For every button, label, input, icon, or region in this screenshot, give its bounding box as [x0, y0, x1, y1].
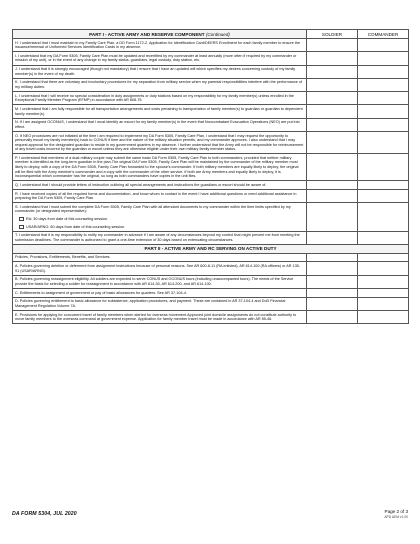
form-item-c [13, 289, 409, 298]
soldier-initials-cell[interactable] [307, 311, 358, 324]
commander-initials-cell[interactable] [358, 154, 409, 181]
form-item-d [13, 297, 409, 310]
item-text-cell [13, 275, 307, 288]
item-text-cell [13, 181, 307, 190]
commander-initials-cell[interactable] [358, 262, 409, 275]
checkbox-label: USAR/ARNG: 60 days from date of this counseling session. [26, 224, 126, 229]
item-text: O. If NEO procedures are not initiated at the time I am required to implement my DA Form 5305, Family Care Plan, I understand that I may request the opportunity to personally escort my family member(s) back to CONUS if time and the nature of the military situation permits, and my commander approves. I also understand that I may request approval for the designated guardian to reside in my government quarters in my absence. I further understand that the Army will not be responsible for reimbursement of any travel costs incurred by the guardian or escort unless they are otherwise eligible under their own military family member status. [15, 133, 304, 152]
soldier-initials-cell[interactable] [307, 262, 358, 275]
item-text: A. Policies governing deletion or deferment from assignment instructions because of personal reasons. See AR 600-8-11 (RA enlisted), AR 614-100 (RA officers) or AR 135-91 (USAR/ARNG). [15, 264, 301, 273]
soldier-initials-cell[interactable] [307, 52, 358, 65]
checkbox-ra[interactable] [19, 217, 24, 222]
item-text-cell [13, 253, 307, 262]
soldier-initials-cell[interactable] [307, 92, 358, 105]
soldier-initials-cell[interactable] [307, 181, 358, 190]
form-item-b [13, 275, 409, 288]
soldier-initials-cell[interactable] [307, 78, 358, 91]
form-item-e [13, 311, 409, 324]
item-text: R. I have received copies of all the required forms and documentation, and know whom to contact in the event I have additional questions or need additional assistance in preparing the DA Form 5305, Family Care Plan. [15, 191, 297, 201]
commander-initials-cell[interactable] [358, 78, 409, 91]
soldier-initials-cell[interactable] [307, 131, 358, 153]
item-text: N. If I am assigned OCONUS, I understand that I must identify an escort for my family member(s) in the event that Noncombatant Evacuation Operations (NEO) are put into effect. [15, 120, 300, 129]
form-item-j [13, 65, 409, 78]
soldier-initials-cell[interactable] [307, 203, 358, 231]
item-text-cell [13, 311, 307, 324]
soldier-initials-cell[interactable] [307, 39, 358, 52]
commander-initials-cell[interactable] [358, 231, 409, 244]
soldier-initials-cell[interactable] [307, 154, 358, 181]
form-item-k [13, 78, 409, 91]
soldier-initials-cell[interactable] [307, 275, 358, 288]
form-item-a [13, 262, 409, 275]
item-text: C. Entitlements to assignment of government or pay of basic allowances for quarters. See AR 37-104-4. [15, 290, 187, 295]
soldier-initials-cell[interactable] [307, 297, 358, 310]
commander-initials-cell[interactable] [358, 311, 409, 324]
item-text: E. Provisions for applying for concurrent travel of family members when alerted for overseas movement.Approved joint domicile assignments do not constitute authority to move family members to the overseas command at government expense. Application for family member travel must be made in accordance with AR 55-46. [15, 312, 297, 322]
form-item-t [13, 231, 409, 244]
soldier-initials-cell[interactable] [307, 190, 358, 203]
soldier-initials-cell[interactable] [307, 65, 358, 78]
form-item-r [13, 190, 409, 203]
form-item-o [13, 131, 409, 153]
form-item-intro [13, 253, 409, 262]
checkbox-label: RA: 30 days from date of this counseling session. [26, 216, 109, 221]
form-version: APD AEM v1.00 [384, 514, 408, 519]
item-text-cell [13, 262, 307, 275]
commander-initials-cell[interactable] [358, 118, 409, 131]
soldier-initials-cell[interactable] [307, 118, 358, 131]
form-id: DA FORM 5304, JUL 2020 [12, 511, 77, 517]
commander-initials-cell[interactable] [358, 181, 409, 190]
soldier-column-header: SOLDIER [307, 30, 358, 39]
item-text: J. I understand that it is strongly encouraged (though not mandatory) that I ensure that I have an updated will which specifies my desires concerning custody of my family member(s) in the event of my death. [15, 67, 296, 76]
item-text-cell [13, 118, 307, 131]
soldier-initials-cell[interactable] [307, 105, 358, 118]
item-text-cell [13, 52, 307, 65]
item-text: M. I understand that I am fully responsible for all transportation arrangements and costs pertaining to transportation of family member(s) to guardian or guardian to dependent family member(s). [15, 107, 303, 116]
part2-title: PART II - ACTIVE ARMY AND RC SERVING ON ACTIVE DUTY [13, 244, 409, 253]
item-text-cell [13, 65, 307, 78]
item-text-cell [13, 39, 307, 52]
commander-initials-cell[interactable] [358, 52, 409, 65]
commander-initials-cell[interactable] [358, 131, 409, 153]
item-text-cell [13, 289, 307, 298]
form-item-i [13, 52, 409, 65]
commander-initials-cell[interactable] [358, 253, 409, 262]
item-text: T. I understand that it is my responsibility to notify my commander in advance if I am aware of any circumstances beyond my control that might prevent me from meeting the submission deadlines. The commander is authorized to grant a one-time extension of 30 days based on extenuating circumstances. [15, 233, 300, 242]
item-text: B. Policies governing reassignment eligibility. All soldiers are expected to serve CONUS and OCONUS tours (including unaccompanied tours). The needs of the Service provide the basis for selecting a soldier for reassignment in accordance with AR 614-30, AR 614-200, and AR 614-100. [15, 277, 294, 286]
item-text-cell [13, 190, 307, 203]
commander-column-header: COMMANDER [358, 30, 409, 39]
page-info [384, 509, 408, 519]
commander-initials-cell[interactable] [358, 92, 409, 105]
item-text: H. I understand that I must maintain in my Family Care Plan, a DD Form 1172-2, Application for Identification Card/DEERS Enrollment for each family member to ensure the issuance/renewal of Uniformed Services Identification Cards in my absence. [15, 40, 301, 50]
item-text: P. I understand that members of a dual-military couple may submit the same basic DA Form 5305, Family Care Plan to both commanders, provided that neither military member is identified as the long-term guardian in the plan.The original DA Form 5305, Family Care Plan will be maintained by the commander of the military member most likely to deploy, with a copy of the DA Form 5305, Family Care Plan forwarded to the spouse's commander. If both military members are equally likely to deploy, the original will be filed with the Army member's commander and a copy with the commander of the other service. If both are Army members and equally likely to deploy, it is inconsequential which commander has the original, so long as both commanders have copies in the unit files. [15, 155, 299, 179]
commander-initials-cell[interactable] [358, 39, 409, 52]
item-text: K. I understand that there are voluntary and involuntary procedures for my separation from military service when my parental responsibilities interfere with the performance of my military duties. [15, 80, 303, 89]
form-item-s [13, 203, 409, 231]
item-text-cell [13, 92, 307, 105]
part1-header-row [13, 30, 409, 39]
form-item-h [13, 39, 409, 52]
item-text: S. I understand that I must submit the complete DA Form 5305, Family Care Plan with all attendant documents to my commander within the time limits specified by my commander (or designated representative): [15, 204, 291, 214]
commander-initials-cell[interactable] [358, 65, 409, 78]
item-text-cell [13, 231, 307, 244]
checkbox-usar-arng[interactable] [19, 225, 24, 230]
item-text-cell [13, 131, 307, 153]
form-item-p [13, 154, 409, 181]
commander-initials-cell[interactable] [358, 289, 409, 298]
form-table [12, 29, 409, 324]
commander-initials-cell[interactable] [358, 275, 409, 288]
item-text-cell [13, 154, 307, 181]
commander-initials-cell[interactable] [358, 203, 409, 231]
commander-initials-cell[interactable] [358, 190, 409, 203]
item-text: Policies, Provisions, Entitlements, Benefits, and Services: [15, 255, 111, 260]
item-text: Q. I understand that I should provide letters of instruction outlining all special arrangements and instructions the guardians or escort should be aware of. [15, 182, 267, 187]
submission-option [19, 225, 304, 230]
form-item-m [13, 105, 409, 118]
submission-option [19, 217, 304, 222]
item-text: I. I understand that my DA Form 5305, Family Care Plan must be updated and recertified by my commander at least annually (more often if required by my commander or mission of my unit), or in the event of any change in my family status, guardians, legal custody, duty station, etc. [15, 53, 297, 63]
part1-title: PART I - ACTIVE ARMY AND RESERVE COMPONENT (Continued) [13, 30, 307, 39]
part2-header-row [13, 244, 409, 253]
soldier-initials-cell[interactable] [307, 253, 358, 262]
soldier-initials-cell[interactable] [307, 231, 358, 244]
item-text: D. Policies governing entitlement to basic allowance for subsistence, application procedures, and payment. These are contained in AR 37-104-4 and DoD Financial Management Regulation Volume 7A. [15, 299, 286, 308]
soldier-initials-cell[interactable] [307, 289, 358, 298]
page-number: Page 2 of 3 [384, 509, 408, 514]
item-text-cell [13, 105, 307, 118]
form-item-n [13, 118, 409, 131]
item-text-cell [13, 203, 307, 231]
item-text-cell [13, 78, 307, 91]
form-item-q [13, 181, 409, 190]
item-text-cell [13, 297, 307, 310]
item-text: L. I understand that I will receive no special consideration in duty assignments or duty stations based on my responsibility for my family member(s) unless enrolled in the Exceptional Family Member Program (EFMP) in accordance with AR 608-75. [15, 93, 294, 103]
commander-initials-cell[interactable] [358, 297, 409, 310]
form-item-l [13, 92, 409, 105]
commander-initials-cell[interactable] [358, 105, 409, 118]
